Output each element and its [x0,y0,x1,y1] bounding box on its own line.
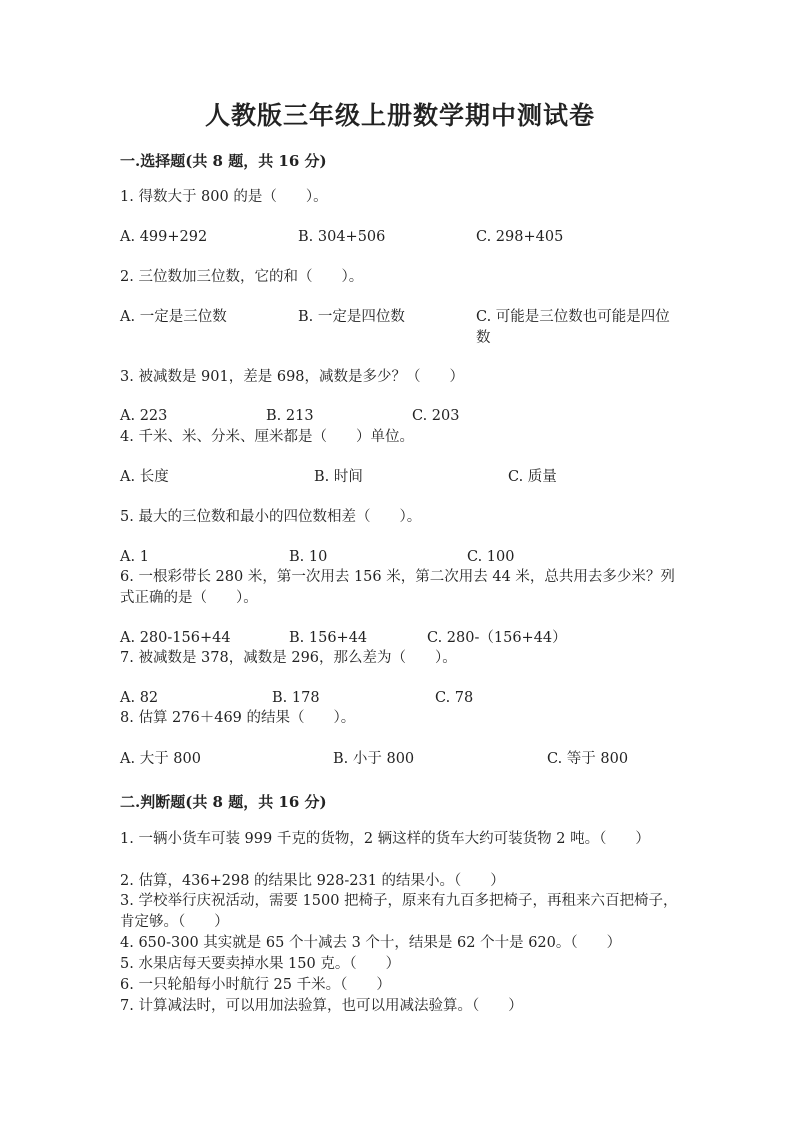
question-2: 2. 三位数加三位数，它的和（ ）。 [120,269,364,285]
judgment-item-7: 7. 计算减法时，可以用加法验算，也可以用减法验算。（ ） [120,998,523,1014]
question-8-option-c: C. 等于 800 [547,751,629,767]
judgment-item-6: 6. 一只轮船每小时航行 25 千米。（ ） [120,977,391,993]
question-3-option-b: B. 213 [266,408,314,424]
question-8-option-b: B. 小于 800 [333,751,415,767]
judgment-item-2: 2. 估算，436+298 的结果比 928-231 的结果小。（ ） [120,873,505,889]
question-6-option-b: B. 156+44 [289,630,368,646]
question-6: 6. 一根彩带长 280 米，第一次用去 156 米，第二次用去 44 米，总共用去多少米？列式正确的是（ ）。 [120,569,675,606]
question-1: 1. 得数大于 800 的是（ ）。 [120,189,328,205]
question-1-option-b: B. 304+506 [298,229,386,245]
judgment-item-3: 3. 学校举行庆祝活动，需要 1500 把椅子，原来有九百多把椅子，再租来六百把椅子，肯定够。（ ） [120,893,678,930]
question-6-option-c: C. 280-（156+44） [427,630,567,646]
question-7-option-c: C. 78 [435,690,474,706]
judgment-item-1: 1. 一辆小货车可装 999 千克的货物，2 辆这样的货车大约可装货物 2 吨。（ ） [120,831,650,847]
question-2-option-b: B. 一定是四位数 [298,309,405,325]
question-5-option-b: B. 10 [289,549,328,565]
question-2-option-a: A. 一定是三位数 [120,309,227,325]
question-7-option-b: B. 178 [272,690,320,706]
question-5-option-c: C. 100 [467,549,515,565]
question-8: 8. 估算 276＋469 的结果（ ）。 [120,710,356,726]
question-4: 4. 千米、米、分米、厘米都是（ ）单位。 [120,429,414,445]
question-7: 7. 被减数是 378，减数是 296，那么差为（ ）。 [120,650,457,666]
question-1-option-c: C. 298+405 [476,229,564,245]
question-4-option-a: A. 长度 [120,469,169,485]
question-2-option-c-text: C. 可能是三位数也可能是四位数 [476,309,670,346]
question-4-option-c: C. 质量 [508,469,557,485]
judgment-item-5: 5. 水果店每天要卖掉水果 150 克。（ ） [120,956,401,972]
question-5: 5. 最大的三位数和最小的四位数相差（ ）。 [120,509,422,525]
question-8-option-a: A. 大于 800 [120,751,201,767]
question-2-option-c [476,307,676,349]
question-7-option-a: A. 82 [120,690,159,706]
question-3-option-a: A. 223 [120,408,168,424]
section-heading-choice: 一.选择题(共 8 题，共 16 分) [120,152,327,170]
question-5-option-a: A. 1 [120,549,149,565]
section-heading-true-false: 二.判断题(共 8 题，共 16 分) [120,793,327,811]
question-6-option-a: A. 280-156+44 [120,630,231,646]
question-3-option-c: C. 203 [412,408,460,424]
question-3: 3. 被减数是 901，差是 698，减数是多少？（ ） [120,369,465,385]
judgment-item-4: 4. 650-300 其实就是 65 个十减去 3 个十，结果是 62 个十是 620。（ ） [120,935,622,951]
question-1-option-a: A. 499+292 [120,229,208,245]
page-title: 人教版三年级上册数学期中测试卷 [204,101,595,130]
question-4-option-b: B. 时间 [314,469,363,485]
